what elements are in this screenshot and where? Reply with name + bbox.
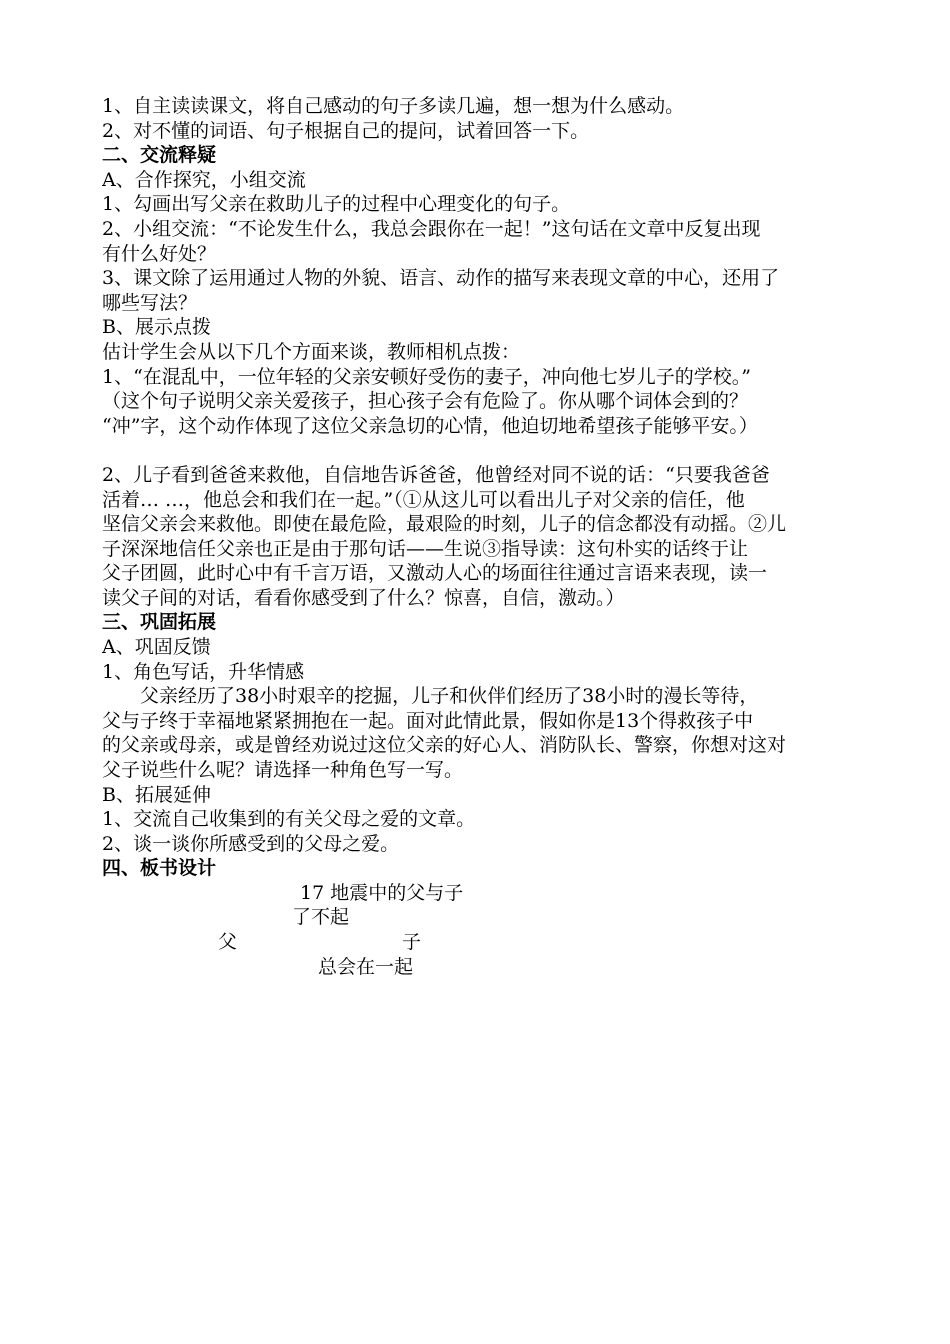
paragraph-line: 2、儿子看到爸爸来救他，自信地告诉爸爸，他曾经对同不说的话：“只要我爸爸 bbox=[102, 463, 770, 486]
section-heading: 四、板书设计 bbox=[102, 857, 217, 880]
paragraph-line: “冲”字，这个动作体现了这位父亲急切的心情，他迫切地希望孩子能够平安。） bbox=[102, 414, 758, 437]
board-left-label: 父 bbox=[218, 931, 238, 953]
board-top-label: 了不起 bbox=[292, 906, 350, 928]
document-body bbox=[102, 94, 872, 881]
paragraph-line: 哪些写法？ bbox=[102, 291, 198, 314]
blackboard-design bbox=[102, 881, 872, 981]
paragraph-line: 3、课文除了运用通过人物的外貌、语言、动作的描写来表现文章的中心，还用了 bbox=[102, 267, 780, 290]
paragraph-line: 1、角色写话，升华情感 bbox=[102, 660, 305, 683]
paragraph-line: 1、自主读读课文，将自己感动的句子多读几遍，想一想为什么感动。 bbox=[102, 95, 685, 117]
paragraph-line: A、巩固反馈 bbox=[102, 636, 211, 659]
board-title: 17 地震中的父与子 bbox=[300, 882, 464, 904]
document-page bbox=[102, 94, 872, 981]
blank-line bbox=[102, 438, 872, 463]
paragraph-line: 子深深地信任父亲也正是由于那句话——生说③指导读：这句朴实的话终于让 bbox=[102, 537, 749, 560]
paragraph-line: 父亲经历了38小时艰辛的挖掘，儿子和伙伴们经历了38小时的漫长等待， bbox=[140, 685, 759, 708]
paragraph-line: 父子说些什么呢？请选择一种角色写一写。 bbox=[102, 759, 464, 782]
paragraph-line: B、展示点拨 bbox=[102, 316, 211, 339]
section-heading: 三、巩固拓展 bbox=[102, 611, 217, 634]
paragraph-line: B、拓展延伸 bbox=[102, 783, 211, 806]
paragraph-line: A、合作探究，小组交流 bbox=[102, 168, 306, 191]
paragraph-line: 活着… …，他总会和我们在一起。”（①从这儿可以看出儿子对父亲的信任，他 bbox=[102, 488, 745, 511]
paragraph-line: 有什么好处？ bbox=[102, 242, 217, 265]
paragraph-line: 父子团圆，此时心中有千言万语，又激动人心的场面往往通过言语来表现，读一 bbox=[102, 562, 768, 585]
paragraph-line: （这个句子说明父亲关爱孩子，担心孩子会有危险了。你从哪个词体会到的？ bbox=[102, 390, 749, 413]
section-heading: 二、交流释疑 bbox=[102, 144, 217, 167]
paragraph-line: 估计学生会从以下几个方面来谈，教师相机点拨： bbox=[102, 340, 521, 363]
paragraph-line: 坚信父亲会来救他。即使在最危险，最艰险的时刻，儿子的信念都没有动摇。②儿 bbox=[102, 513, 787, 536]
board-right-label: 子 bbox=[402, 931, 422, 953]
paragraph-line: 父与子终于幸福地紧紧拥抱在一起。面对此情此景，假如你是13个得救孩子中 bbox=[102, 709, 754, 732]
paragraph-line: 读父子间的对话，看看你感受到了什么？惊喜，自信，激动。） bbox=[102, 586, 625, 609]
board-bottom-label: 总会在一起 bbox=[318, 956, 414, 978]
paragraph-line: 1、交流自己收集到的有关父母之爱的文章。 bbox=[102, 808, 476, 831]
paragraph-line: 2、对不懂的词语、句子根据自己的提问，试着回答一下。 bbox=[102, 119, 590, 142]
paragraph-line: 的父亲或母亲，或是曾经劝说过这位父亲的好心人、消防队长、警察，你想对这对 bbox=[102, 734, 787, 757]
paragraph-line: 1、“在混乱中，一位年轻的父亲安顿好受伤的妻子，冲向他七岁儿子的学校。” bbox=[102, 365, 752, 388]
paragraph-line: 1、勾画出写父亲在救助儿子的过程中心理变化的句子。 bbox=[102, 193, 571, 216]
paragraph-line: 2、谈一谈你所感受到的父母之爱。 bbox=[102, 832, 400, 855]
paragraph-line: 2、小组交流：“不论发生什么，我总会跟你在一起！”这句话在文章中反复出现 bbox=[102, 217, 761, 240]
